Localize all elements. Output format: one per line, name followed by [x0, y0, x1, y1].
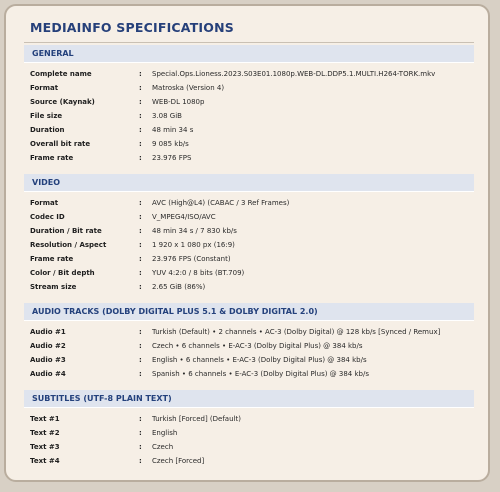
row-label: Audio #3: [30, 356, 66, 364]
row-separator: :: [139, 342, 142, 350]
row-label: Frame rate: [30, 154, 74, 162]
row-label: Codec ID: [30, 213, 65, 221]
row-separator: :: [139, 84, 142, 92]
row-value: 48 min 34 s: [152, 126, 194, 134]
spec-card: [4, 4, 490, 482]
row-value: Turkish [Forced] (Default): [152, 415, 241, 423]
row-label: Text #4: [30, 457, 60, 465]
row-label: Audio #1: [30, 328, 66, 336]
row-separator: :: [139, 328, 142, 336]
row-value: YUV 4:2:0 / 8 bits (BT.709): [152, 269, 245, 277]
row-separator: :: [139, 199, 142, 207]
row-label: Duration: [30, 126, 65, 134]
subtitle-row-4: [30, 455, 480, 468]
general-row-format: [30, 82, 480, 95]
row-separator: :: [139, 154, 142, 162]
row-label: Resolution / Aspect: [30, 241, 107, 249]
row-separator: :: [139, 126, 142, 134]
row-value: 2.65 GiB (86%): [152, 283, 206, 291]
row-value: 3.08 GiB: [152, 112, 182, 120]
general-row-file-size: [30, 110, 480, 123]
video-row-format: [30, 197, 480, 210]
general-row-overall-bit-rate: [30, 138, 480, 151]
row-value: AVC (High@L4) (CABAC / 3 Ref Frames): [152, 199, 290, 207]
row-separator: :: [139, 227, 142, 235]
row-separator: :: [139, 283, 142, 291]
audio-row-2: [30, 340, 480, 353]
row-separator: :: [139, 356, 142, 364]
row-value: 1 920 x 1 080 px (16:9): [152, 241, 235, 249]
video-row-resolution-aspect: [30, 239, 480, 252]
audio-row-1: [30, 326, 480, 339]
row-value: Spanish • 6 channels • E-AC-3 (Dolby Digital Plus) @ 384 kb/s: [152, 370, 369, 378]
video-row-stream-size: [30, 281, 480, 294]
audio-row-4: [30, 368, 480, 381]
row-value: Matroska (Version 4): [152, 84, 225, 92]
row-label: Overall bit rate: [30, 140, 91, 148]
row-label: Audio #4: [30, 370, 66, 378]
row-label: File size: [30, 112, 63, 120]
row-label: Frame rate: [30, 255, 74, 263]
row-label: Audio #2: [30, 342, 66, 350]
row-separator: :: [139, 370, 142, 378]
row-value: Turkish (Default) • 2 channels • AC-3 (Dolby Digital) @ 128 kb/s [Synced / Remux]: [152, 328, 441, 336]
general-row-frame-rate: [30, 152, 480, 165]
row-label: Text #3: [30, 443, 60, 451]
page-title: MEDIAINFO SPECIFICATIONS: [30, 20, 234, 35]
row-separator: :: [139, 415, 142, 423]
title-divider: [24, 42, 474, 43]
subtitle-row-2: [30, 427, 480, 440]
row-value: Czech • 6 channels • E-AC-3 (Dolby Digital Plus) @ 384 kb/s: [152, 342, 363, 350]
video-row-frame-rate: [30, 253, 480, 266]
row-value: 23.976 FPS: [152, 154, 192, 162]
row-label: Complete name: [30, 70, 92, 78]
general-row-duration: [30, 124, 480, 137]
audio-row-3: [30, 354, 480, 367]
row-separator: :: [139, 457, 142, 465]
row-value: 48 min 34 s / 7 830 kb/s: [152, 227, 237, 235]
row-separator: :: [139, 98, 142, 106]
row-value: Special.Ops.Lioness.2023.S03E01.1080p.WEB-DL.DDP5.1.MULTI.H264-TORK.mkv: [152, 70, 436, 78]
row-separator: :: [139, 112, 142, 120]
row-label: Text #1: [30, 415, 60, 423]
video-row-color-bit-depth: [30, 267, 480, 280]
row-separator: :: [139, 269, 142, 277]
row-value: Czech [Forced]: [152, 457, 205, 465]
row-value: 23.976 FPS (Constant): [152, 255, 231, 263]
row-value: English: [152, 429, 178, 437]
general-row-source: [30, 96, 480, 109]
row-label: Color / Bit depth: [30, 269, 95, 277]
video-row-duration-bit-rate: [30, 225, 480, 238]
row-label: Format: [30, 84, 59, 92]
section-subtitles-heading: SUBTITLES (UTF-8 PLAIN TEXT): [24, 390, 474, 408]
row-label: Duration / Bit rate: [30, 227, 102, 235]
subtitle-row-3: [30, 441, 480, 454]
subtitle-row-1: [30, 413, 480, 426]
row-label: Format: [30, 199, 59, 207]
row-value: Czech: [152, 443, 174, 451]
row-separator: :: [139, 429, 142, 437]
row-separator: :: [139, 241, 142, 249]
row-value: 9 085 kb/s: [152, 140, 189, 148]
row-label: Source (Kaynak): [30, 98, 95, 106]
general-row-complete-name: [30, 68, 480, 81]
video-row-codec-id: [30, 211, 480, 224]
row-value: English • 6 channels • E-AC-3 (Dolby Digital Plus) @ 384 kb/s: [152, 356, 367, 364]
row-value: V_MPEG4/ISO/AVC: [152, 213, 216, 221]
row-separator: :: [139, 255, 142, 263]
row-label: Text #2: [30, 429, 60, 437]
section-general-heading: GENERAL: [24, 45, 474, 63]
row-separator: :: [139, 213, 142, 221]
row-separator: :: [139, 140, 142, 148]
section-audio-heading: AUDIO TRACKS (DOLBY DIGITAL PLUS 5.1 & DOLBY DIGITAL 2.0): [24, 303, 474, 321]
row-separator: :: [139, 70, 142, 78]
row-separator: :: [139, 443, 142, 451]
row-value: WEB-DL 1080p: [152, 98, 205, 106]
row-label: Stream size: [30, 283, 77, 291]
section-video-heading: VIDEO: [24, 174, 474, 192]
